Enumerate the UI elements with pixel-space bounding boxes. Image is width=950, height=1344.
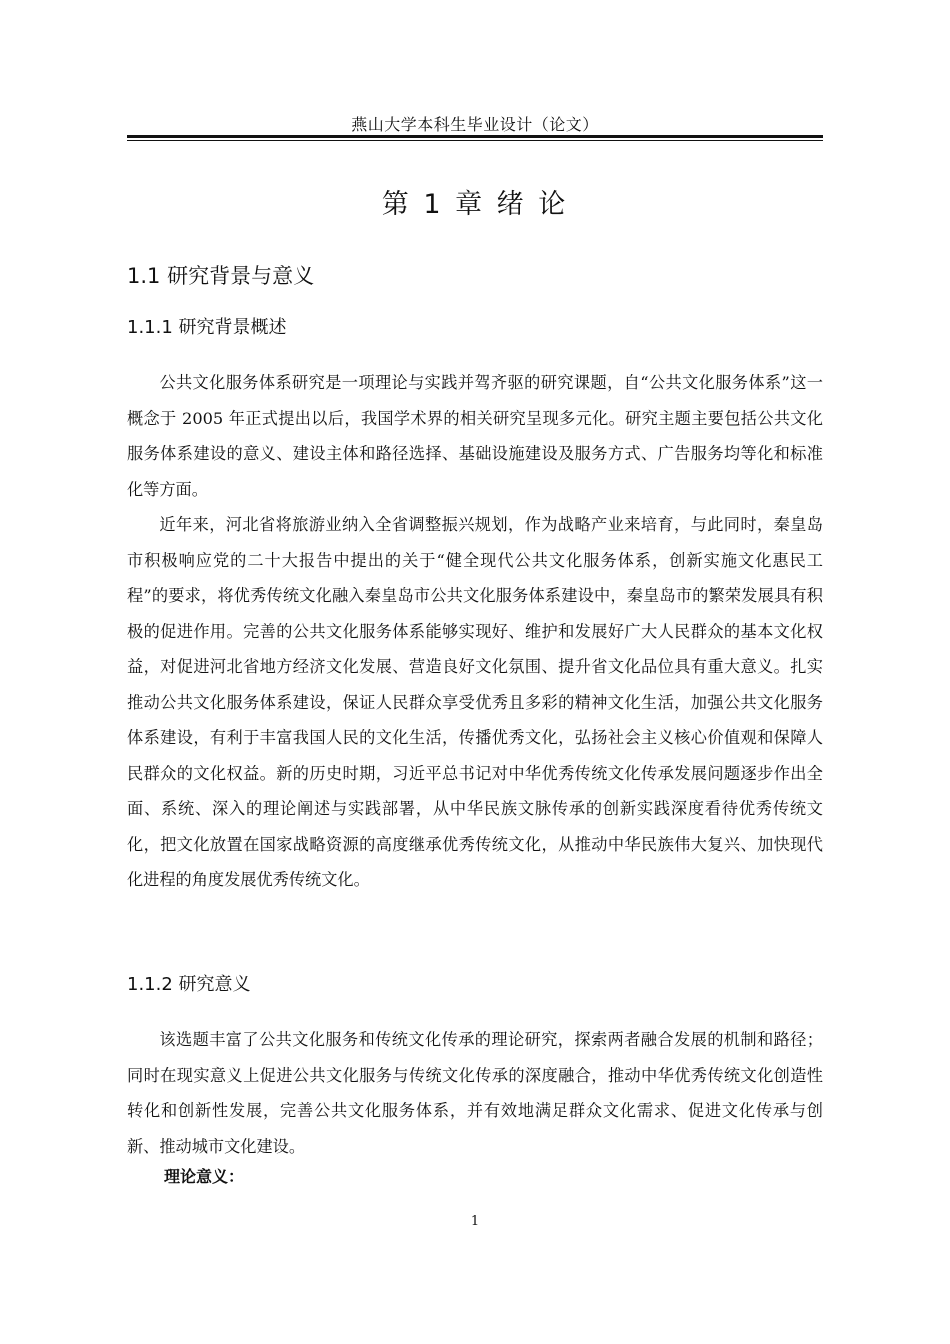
paragraph-research-significance: 该选题丰富了公共文化服务和传统文化传承的理论研究，探索两者融合发展的机制和路径；同时在现实意义上促进公共文化服务与传统文化传承的深度融合，推动中华优秀传统文化创造性转化和创新性发展，完善公共文化服务体系，并有效地满足群众文化需求、促进文化传承与创新、推动城市文化建设。 <box>127 1030 823 1156</box>
chapter-title: 第 1 章 绪 论 <box>381 189 569 220</box>
section-heading-1-1: 1.1 研究背景与意义 <box>127 264 315 288</box>
theory-significance-label: 理论意义： <box>164 1167 245 1186</box>
header-rule-thin <box>127 140 823 141</box>
section-heading-1-1-1: 1.1.1 研究背景概述 <box>127 317 287 338</box>
running-header: 燕山大学本科生毕业设计（论文） <box>351 115 599 134</box>
section-heading-1-1-2: 1.1.2 研究意义 <box>127 974 251 995</box>
page-number: 1 <box>470 1214 480 1229</box>
paragraph-recent-years: 近年来，河北省将旅游业纳入全省调整振兴规划，作为战略产业来培育，与此同时，秦皇岛市积极响应党的二十大报告中提出的关于“健全现代公共文化服务体系，创新实施文化惠民工程”的要求，将优秀传统文化融入秦皇岛市公共文化服务体系建设中，秦皇岛市的繁荣发展具有积极的促进作用。完善的公共文化服务体系能够实现好、维护和发展好广大人民群众的基本文化权益，对促进河北省地方经济文化发展、营造良好文化氛围、提升省文化品位具有重大意义。扎实推动公共文化服务体系建设，保证人民群众享受优秀且多彩的精神文化生活，加强公共文化服务体系建设，有利于丰富我国人民的文化生活，传播优秀文化，弘扬社会主义核心价值观和保障人民群众的文化权益。新的历史时期，习近平总书记对中华优秀传统文化传承发展问题逐步作出全面、系统、深入的理论阐述与实践部署，从中华民族文脉传承的创新实践深度看待优秀传统文化，把文化放置在国家战略资源的高度继承优秀传统文化，从推动中华民族伟大复兴、加快现代化进程的角度发展优秀传统文化。 <box>127 515 823 889</box>
header-rule-thick <box>127 135 823 138</box>
paragraph-background-overview: 公共文化服务体系研究是一项理论与实践并驾齐驱的研究课题，自“公共文化服务体系”这一概念于 2005 年正式提出以后，我国学术界的相关研究呈现多元化。研究主题主要包括公共文化服务体系建设的意义、建设主体和路径选择、基础设施建设及服务方式、广告服务均等化和标准化等方面。 <box>127 373 823 499</box>
